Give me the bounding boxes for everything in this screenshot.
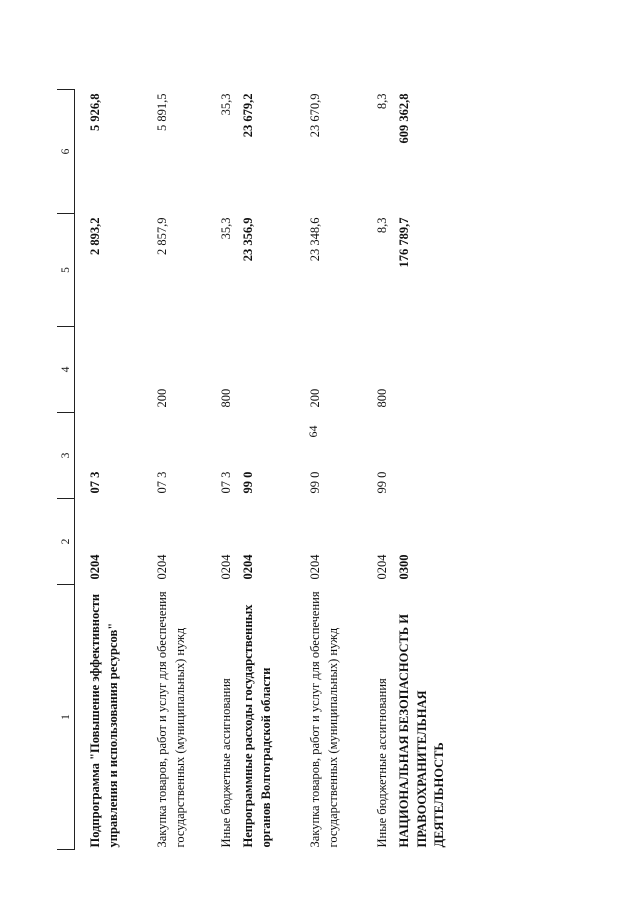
- table-row: [396, 90, 454, 850]
- column-header-5: 5: [57, 214, 75, 327]
- amount-year-2: 5 926,8: [88, 93, 102, 131]
- table-row: [298, 90, 365, 850]
- section-code: 0204: [241, 554, 255, 580]
- section-code: 0204: [308, 554, 322, 580]
- expense-type: [396, 327, 454, 413]
- amount-year-2: 35,3: [219, 93, 233, 116]
- program-code: [396, 413, 454, 499]
- row-name: Закупка товаров, работ и услуг для обеспечения государственных (муниципальных) нужд: [155, 591, 187, 848]
- amount-year-2: 609 362,8: [397, 93, 411, 144]
- program-code: 07 3: [155, 471, 169, 494]
- row-name: Подпрограмма "Повышение эффективности управления и использования ресурсов": [88, 593, 120, 848]
- expense-type: [240, 327, 298, 413]
- program-code: 07 3: [219, 471, 233, 494]
- page-number: 64: [306, 425, 320, 438]
- amount-year-1: 35,3: [219, 217, 233, 240]
- amount-year-1: 23 356,9: [241, 217, 255, 262]
- expense-type: 200: [155, 388, 169, 408]
- section-code: 0204: [219, 554, 233, 580]
- section-code: 0204: [155, 554, 169, 580]
- row-name: Иные бюджетные ассигнования: [375, 678, 389, 848]
- table-row: [145, 90, 209, 850]
- column-header-2: 2: [57, 499, 75, 585]
- amount-year-2: 8,3: [375, 93, 389, 110]
- table-row: [75, 90, 146, 850]
- amount-year-2: 23 679,2: [241, 93, 255, 138]
- amount-year-1: 23 348,6: [308, 217, 322, 262]
- column-header-3: 3: [57, 413, 75, 499]
- program-code: 07 3: [88, 471, 102, 494]
- row-name: Иные бюджетные ассигнования: [219, 678, 233, 848]
- program-code: 99 0: [241, 471, 255, 494]
- expense-type: [75, 327, 146, 413]
- program-code: 99 0: [308, 471, 322, 494]
- expense-type: 800: [375, 388, 389, 408]
- table-row: [365, 90, 396, 850]
- section-code: 0300: [397, 554, 411, 580]
- table-header-row: [57, 90, 75, 850]
- column-header-4: 4: [57, 327, 75, 413]
- amount-year-2: 5 891,5: [155, 93, 169, 131]
- column-header-6: 6: [57, 90, 75, 214]
- row-name: Закупка товаров, работ и услуг для обеспечения государственных (муниципальных) нужд: [308, 591, 340, 848]
- section-code: 0204: [88, 554, 102, 580]
- expense-type: 200: [308, 388, 322, 408]
- table-row: [209, 90, 240, 850]
- expense-type: 800: [219, 388, 233, 408]
- budget-table-rotated: [57, 90, 467, 850]
- section-code: 0204: [375, 554, 389, 580]
- amount-year-2: 23 670,9: [308, 93, 322, 138]
- budget-table: [57, 89, 454, 850]
- amount-year-1: 8,3: [375, 217, 389, 234]
- table-row: [240, 90, 298, 850]
- amount-year-1: 2 857,9: [155, 217, 169, 255]
- program-code: 99 0: [375, 471, 389, 494]
- row-name: НАЦИОНАЛЬНАЯ БЕЗОПАСНОСТЬ И ПРАВООХРАНИТЕЛЬНАЯ ДЕЯТЕЛЬНОСТЬ: [397, 614, 446, 848]
- column-header-1: 1: [57, 585, 75, 850]
- amount-year-1: 2 893,2: [88, 217, 102, 255]
- row-name: Непрограммные расходы государственных органов Волгоградской области: [241, 604, 273, 848]
- amount-year-1: 176 789,7: [397, 217, 411, 268]
